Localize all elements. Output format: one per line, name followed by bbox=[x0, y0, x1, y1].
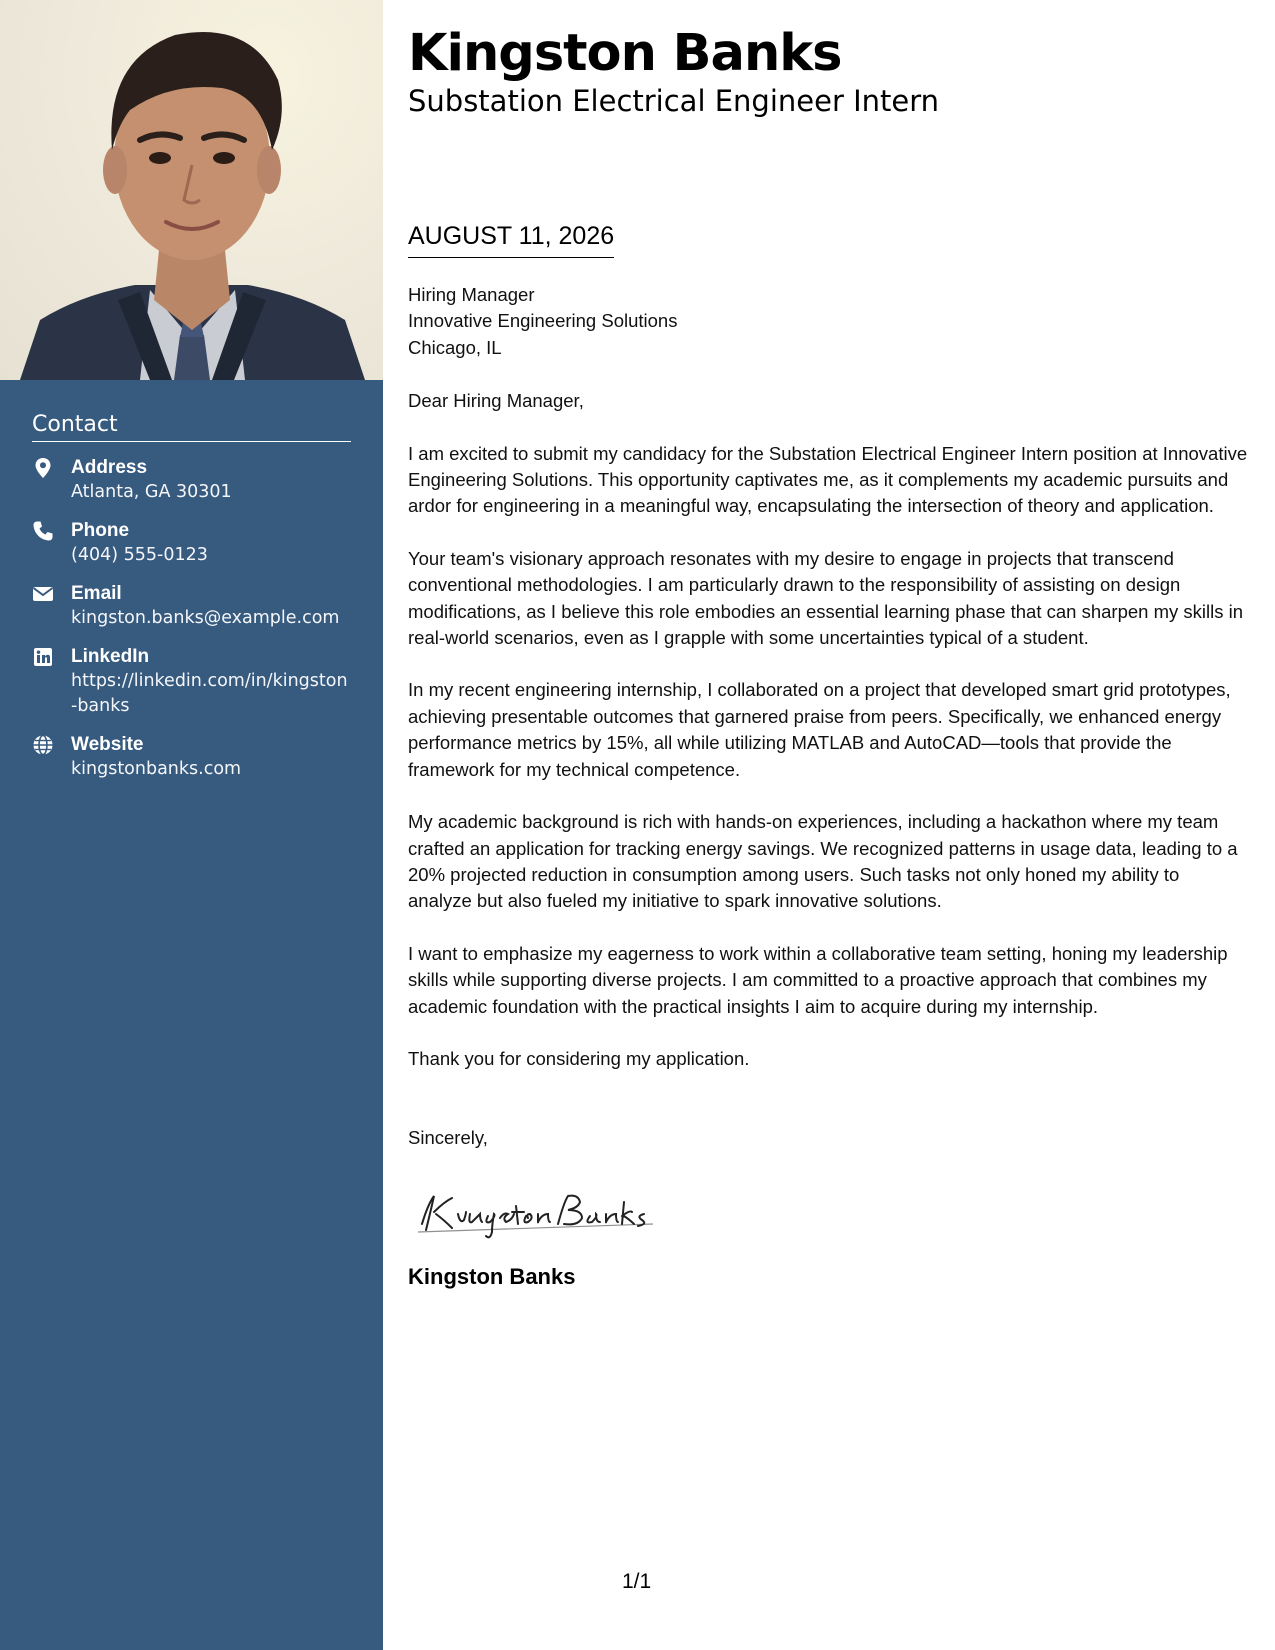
handwritten-signature bbox=[408, 1184, 1248, 1244]
contact-label: Phone bbox=[71, 520, 130, 541]
signature-image bbox=[408, 1184, 668, 1244]
envelope-icon bbox=[32, 583, 54, 605]
globe-icon bbox=[32, 734, 54, 756]
contact-linkedin bbox=[32, 645, 351, 719]
contact-label: Address bbox=[71, 457, 148, 478]
contact-label: LinkedIn bbox=[71, 646, 150, 667]
profile-photo-illustration bbox=[0, 0, 383, 380]
contact-label: Email bbox=[71, 583, 122, 604]
sidebar bbox=[0, 0, 383, 1650]
page-number: 1/1 bbox=[622, 1570, 652, 1593]
contact-address bbox=[32, 456, 351, 505]
phone-icon bbox=[32, 520, 54, 542]
contact-label: Website bbox=[71, 734, 144, 755]
body-paragraph: I am excited to submit my candidacy for the Substation Electrical Engineer Intern position at Innovative Engineering Solutions. This opportunity captivates me, as it complements my academic pursuits and ardor for engineering in a meaningful way, encapsulating the intersection of theory and application. bbox=[408, 442, 1248, 517]
linkedin-icon bbox=[32, 646, 54, 668]
map-pin-icon bbox=[32, 457, 54, 479]
contact-website bbox=[32, 733, 351, 782]
contact-email bbox=[32, 582, 351, 631]
contact-section bbox=[32, 412, 351, 782]
body-paragraph: I want to emphasize my eagerness to work within a collaborative team setting, honing my leadership skills while supporting diverse projects. I am committed to a proactive approach that combines my academic foundation with the practical insights I aim to acquire during my internship. bbox=[408, 942, 1228, 1017]
contact-value: Atlanta, GA 30301 bbox=[71, 482, 232, 502]
letter-body bbox=[408, 282, 1248, 1290]
applicant-role: Substation Electrical Engineer Intern bbox=[408, 84, 940, 118]
recipient-line: Innovative Engineering Solutions bbox=[408, 310, 678, 332]
recipient-line: Hiring Manager bbox=[408, 284, 535, 305]
body-paragraph: Your team's visionary approach resonates with my desire to engage in projects that transcend conventional methodologies. I am particularly drawn to the responsibility of assisting on design modifications, as I believe this role embodies an essential learning phase that can sharpen my skills in real-world scenarios, even as I grapple with some uncertainties typical of a student. bbox=[408, 547, 1244, 649]
body-paragraph: My academic background is rich with hands-on experiences, including a hackathon where my team crafted an application for tracking energy savings. We recognized patterns in usage data, leading to a 20% projected reduction in consumption among users. Such tasks not only honed my ability to analyze but also fueled my initiative to spark innovative solutions. bbox=[408, 811, 1238, 912]
closing: Sincerely, bbox=[408, 1127, 488, 1149]
signer-name: Kingston Banks bbox=[408, 1263, 576, 1289]
salutation: Dear Hiring Manager, bbox=[408, 390, 584, 412]
contact-value[interactable]: kingstonbanks.com bbox=[71, 759, 242, 779]
applicant-name: Kingston Banks bbox=[408, 24, 842, 83]
contact-value[interactable]: kingston.banks@example.com bbox=[71, 608, 340, 628]
body-paragraph: Thank you for considering my application. bbox=[408, 1047, 750, 1069]
profile-photo bbox=[0, 0, 383, 380]
letter-date: AUGUST 11, 2026 bbox=[408, 222, 614, 258]
contact-phone bbox=[32, 519, 351, 568]
contact-value: (404) 555-0123 bbox=[71, 545, 208, 565]
contact-heading: Contact bbox=[32, 412, 351, 442]
body-paragraph: In my recent engineering internship, I collaborated on a project that developed smart grid prototypes, achieving presentable outcomes that garnered praise from peers. Specifically, we enhanced energy performance metrics by 15%, all while utilizing MATLAB and AutoCAD—tools that provide the framework for my technical competence. bbox=[408, 679, 1231, 780]
contact-value[interactable]: https://linkedin.com/in/kingston-banks bbox=[71, 671, 348, 716]
recipient-block bbox=[408, 282, 1248, 361]
recipient-line: Chicago, IL bbox=[408, 336, 502, 358]
